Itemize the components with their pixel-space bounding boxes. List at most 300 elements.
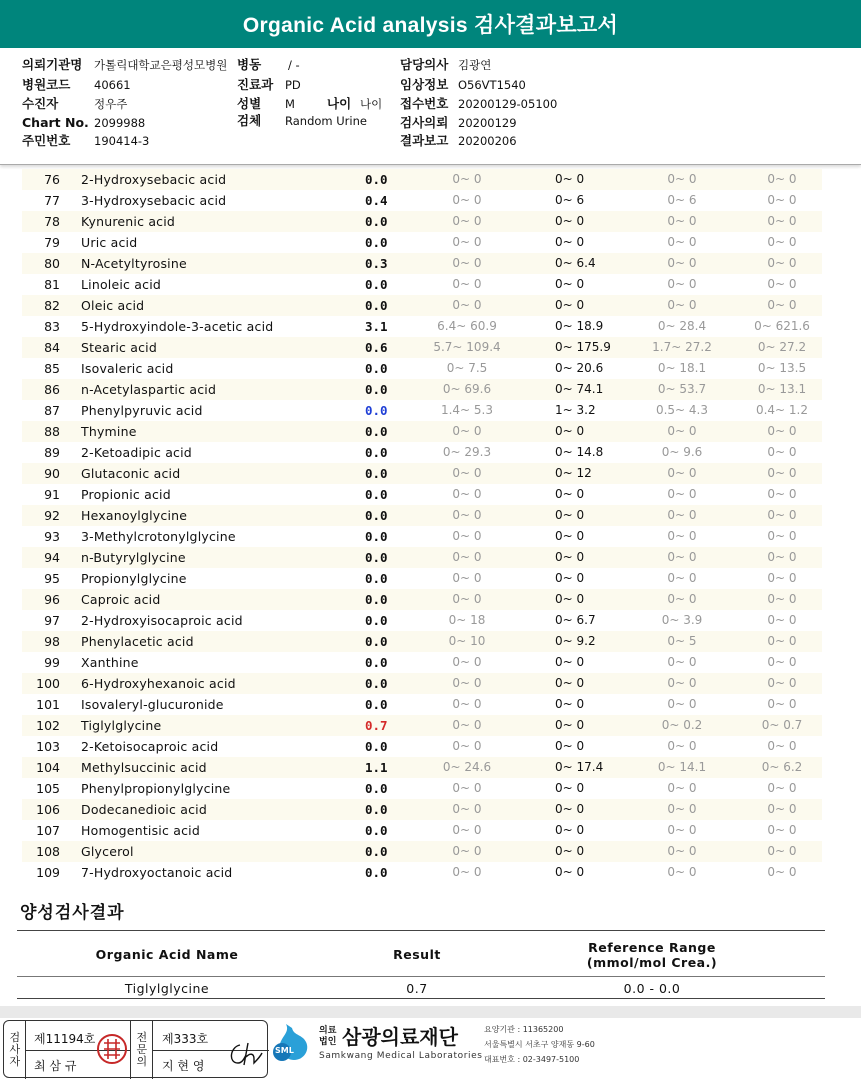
row-range-3: 0~ 0 <box>667 592 697 606</box>
row-analyte-name: Oleic acid <box>81 298 145 313</box>
table-row <box>22 526 822 547</box>
row-range-4: 0~ 13.1 <box>757 382 807 396</box>
dept-value: PD <box>285 78 301 92</box>
table-row <box>22 295 822 316</box>
physician-name: 지 현 영 <box>162 1059 205 1073</box>
row-analyte-name: Caproic acid <box>81 592 161 607</box>
row-number: 108 <box>36 844 60 859</box>
row-range-1: 0~ 69.6 <box>442 382 492 396</box>
row-number: 99 <box>44 655 60 670</box>
row-range-2: 0~ 175.9 <box>555 340 611 354</box>
clinical-value: O56VT1540 <box>458 78 526 92</box>
row-number: 76 <box>44 172 60 187</box>
row-analyte-name: 6-Hydroxyhexanoic acid <box>81 676 236 691</box>
row-result: 0.4 <box>365 193 388 208</box>
row-result: 0.0 <box>365 634 388 649</box>
row-range-1: 0~ 10 <box>448 634 486 648</box>
specimen-label: 검체 <box>237 113 262 128</box>
row-result: 0.3 <box>365 256 388 271</box>
row-result: 0.0 <box>365 844 388 859</box>
row-analyte-name: Xanthine <box>81 655 139 670</box>
positive-results-title: 양성검사결과 <box>20 903 125 923</box>
row-range-4: 0~ 0 <box>767 277 797 291</box>
row-number: 89 <box>44 445 60 460</box>
row-analyte-name: Glycerol <box>81 844 134 859</box>
row-result: 0.0 <box>365 235 388 250</box>
row-number: 87 <box>44 403 60 418</box>
row-analyte-name: 2-Hydroxyisocaproic acid <box>81 613 243 628</box>
row-range-1: 0~ 0 <box>452 508 482 522</box>
row-range-2: 0~ 0 <box>555 508 585 522</box>
row-number: 104 <box>36 760 60 775</box>
row-number: 103 <box>36 739 60 754</box>
row-range-4: 0~ 0 <box>767 508 797 522</box>
row-result: 0.0 <box>365 571 388 586</box>
result-table <box>22 169 822 883</box>
table-row <box>22 274 822 295</box>
row-result: 0.0 <box>365 361 388 376</box>
row-result: 0.7 <box>365 718 388 733</box>
row-result: 0.0 <box>365 424 388 439</box>
row-range-1: 0~ 0 <box>452 487 482 501</box>
row-result: 0.0 <box>365 172 388 187</box>
row-result: 1.1 <box>365 760 388 775</box>
row-range-2: 0~ 0 <box>555 802 585 816</box>
row-analyte-name: Stearic acid <box>81 340 157 355</box>
patient-info-panel <box>0 48 861 165</box>
table-row <box>22 253 822 274</box>
row-analyte-name: Uric acid <box>81 235 138 250</box>
row-range-2: 0~ 18.9 <box>555 319 604 333</box>
institution-label: 의뢰기관명 <box>22 57 83 72</box>
row-range-3: 0~ 9.6 <box>661 445 703 459</box>
row-range-2: 0~ 0 <box>555 655 585 669</box>
positive-table-header <box>17 931 825 977</box>
signature-scribble-icon <box>226 1039 264 1069</box>
row-number: 88 <box>44 424 60 439</box>
table-row <box>22 505 822 526</box>
row-range-2: 0~ 0 <box>555 487 585 501</box>
result-report-value: 20200206 <box>458 134 517 148</box>
row-number: 100 <box>36 676 60 691</box>
subject-label: 수진자 <box>22 96 59 111</box>
lab-name-ko: 삼광의료재단 <box>342 1025 458 1049</box>
sml-logo-icon <box>272 1022 312 1062</box>
row-range-2: 0~ 6.4 <box>555 256 596 270</box>
row-range-1: 0~ 0 <box>452 571 482 585</box>
row-range-2: 0~ 0 <box>555 172 585 186</box>
row-range-2: 0~ 0 <box>555 214 585 228</box>
row-range-4: 0~ 0 <box>767 445 797 459</box>
row-analyte-name: Isovaleric acid <box>81 361 174 376</box>
row-range-4: 0~ 0 <box>767 802 797 816</box>
table-row <box>22 547 822 568</box>
row-range-1: 0~ 0 <box>452 592 482 606</box>
row-range-1: 0~ 18 <box>448 613 486 627</box>
row-result: 0.0 <box>365 403 388 418</box>
row-range-3: 0.5~ 4.3 <box>655 403 709 417</box>
row-number: 109 <box>36 865 60 880</box>
row-range-2: 1~ 3.2 <box>555 403 596 417</box>
row-range-2: 0~ 6.7 <box>555 613 596 627</box>
table-row <box>22 736 822 757</box>
row-range-3: 0~ 0 <box>667 529 697 543</box>
row-number: 85 <box>44 361 60 376</box>
table-row <box>22 463 822 484</box>
row-analyte-name: 2-Ketoisocaproic acid <box>81 739 219 754</box>
ward-label: 병동 <box>237 57 262 72</box>
row-range-1: 0~ 29.3 <box>442 445 492 459</box>
row-range-2: 0~ 12 <box>555 466 592 480</box>
row-result: 0.0 <box>365 214 388 229</box>
row-number: 97 <box>44 613 60 628</box>
row-range-3: 0~ 3.9 <box>661 613 703 627</box>
row-result: 0.0 <box>365 613 388 628</box>
table-row <box>22 484 822 505</box>
row-result: 0.0 <box>365 823 388 838</box>
hospital-code-label: 병원코드 <box>22 77 71 92</box>
row-analyte-name: 2-Ketoadipic acid <box>81 445 192 460</box>
row-range-1: 0~ 0 <box>452 655 482 669</box>
row-range-4: 0~ 0 <box>767 676 797 690</box>
row-range-3: 0~ 0 <box>667 424 697 438</box>
signature-box <box>3 1020 268 1078</box>
row-analyte-name: Dodecanedioic acid <box>81 802 207 817</box>
row-range-4: 0.4~ 1.2 <box>755 403 809 417</box>
row-number: 86 <box>44 382 60 397</box>
receipt-label: 접수번호 <box>400 96 449 111</box>
row-range-4: 0~ 27.2 <box>757 340 807 354</box>
table-row <box>22 421 822 442</box>
table-row <box>22 337 822 358</box>
row-number: 79 <box>44 235 60 250</box>
table-row <box>22 232 822 253</box>
hospital-code-value: 40661 <box>94 78 131 92</box>
row-range-4: 0~ 0 <box>767 655 797 669</box>
positive-range: 0.0 - 0.0 <box>623 981 681 996</box>
row-result: 0.0 <box>365 655 388 670</box>
institution-value: 가톨릭대학교은평성모병원 <box>94 58 228 72</box>
col-organic-acid-name: Organic Acid Name <box>95 947 239 962</box>
row-range-2: 0~ 0 <box>555 844 585 858</box>
row-result: 0.0 <box>365 298 388 313</box>
row-number: 83 <box>44 319 60 334</box>
row-analyte-name: 2-Hydroxysebacic acid <box>81 172 227 187</box>
dept-label: 진료과 <box>237 77 274 92</box>
row-range-4: 0~ 621.6 <box>754 319 810 333</box>
row-analyte-name: 3-Hydroxysebacic acid <box>81 193 227 208</box>
physician-label-text: 전문의 <box>136 1031 148 1068</box>
row-range-1: 0~ 0 <box>452 298 482 312</box>
row-range-4: 0~ 0 <box>767 466 797 480</box>
row-range-2: 0~ 0 <box>555 424 585 438</box>
table-row <box>22 190 822 211</box>
row-range-1: 0~ 7.5 <box>446 361 488 375</box>
row-number: 107 <box>36 823 60 838</box>
physician-license-no: 제333호 <box>162 1032 209 1046</box>
seal-stamp-icon <box>96 1031 128 1067</box>
row-range-4: 0~ 0 <box>767 487 797 501</box>
row-range-2: 0~ 0 <box>555 676 585 690</box>
subject-value: 정우주 <box>94 97 128 111</box>
row-result: 0.6 <box>365 340 388 355</box>
row-range-3: 0~ 0 <box>667 256 697 270</box>
row-range-1: 0~ 0 <box>452 865 482 879</box>
row-range-2: 0~ 0 <box>555 235 585 249</box>
row-range-3: 0~ 5 <box>667 634 697 648</box>
table-row <box>22 841 822 862</box>
row-range-1: 0~ 0 <box>452 424 482 438</box>
row-range-2: 0~ 0 <box>555 298 585 312</box>
row-range-3: 0~ 0 <box>667 844 697 858</box>
row-range-2: 0~ 0 <box>555 781 585 795</box>
table-row <box>22 631 822 652</box>
row-number: 90 <box>44 466 60 481</box>
row-range-2: 0~ 0 <box>555 550 585 564</box>
row-range-4: 0~ 0 <box>767 424 797 438</box>
physician-signature <box>226 1039 264 1069</box>
row-range-1: 0~ 0 <box>452 550 482 564</box>
row-result: 3.1 <box>365 319 388 334</box>
row-range-2: 0~ 0 <box>555 697 585 711</box>
row-range-3: 0~ 0 <box>667 865 697 879</box>
row-number: 91 <box>44 487 60 502</box>
row-range-3: 0~ 53.7 <box>657 382 707 396</box>
result-report-label: 결과보고 <box>400 133 449 148</box>
row-result: 0.0 <box>365 676 388 691</box>
row-result: 0.0 <box>365 508 388 523</box>
row-analyte-name: Phenylacetic acid <box>81 634 194 649</box>
row-range-1: 0~ 0 <box>452 739 482 753</box>
row-range-2: 0~ 17.4 <box>555 760 604 774</box>
table-row <box>22 694 822 715</box>
row-number: 94 <box>44 550 60 565</box>
table-row <box>22 757 822 778</box>
row-result: 0.0 <box>365 865 388 880</box>
row-range-2: 0~ 0 <box>555 865 585 879</box>
row-range-4: 0~ 0 <box>767 592 797 606</box>
row-number: 92 <box>44 508 60 523</box>
row-range-4: 0~ 6.2 <box>761 760 803 774</box>
row-analyte-name: Linoleic acid <box>81 277 162 292</box>
row-range-3: 0~ 18.1 <box>657 361 707 375</box>
examiner-label-text: 검사자 <box>9 1031 21 1068</box>
examiner-license-no: 제11194호 <box>34 1032 96 1046</box>
table-row <box>22 652 822 673</box>
id-value: 190414-3 <box>94 134 150 148</box>
doctor-label: 담당의사 <box>400 57 449 72</box>
positive-name: Tiglylglycine <box>124 981 210 996</box>
age-value: 나이 <box>360 97 383 111</box>
seal-stamp <box>96 1031 128 1067</box>
chart-no-value: 2099988 <box>94 116 146 130</box>
row-result: 0.0 <box>365 466 388 481</box>
row-range-3: 0~ 0 <box>667 550 697 564</box>
positive-results-table <box>17 930 825 999</box>
row-analyte-name: N-Acetyltyrosine <box>81 256 187 271</box>
row-range-1: 0~ 0 <box>452 823 482 837</box>
lab-address: 서울특별시 서초구 양재동 9-60 <box>484 1040 595 1049</box>
row-range-1: 0~ 0 <box>452 781 482 795</box>
table-row <box>22 778 822 799</box>
row-range-4: 0~ 0 <box>767 550 797 564</box>
row-range-2: 0~ 0 <box>555 277 585 291</box>
positive-result: 0.7 <box>406 981 428 996</box>
row-range-3: 0~ 0 <box>667 508 697 522</box>
row-analyte-name: Glutaconic acid <box>81 466 181 481</box>
lab-agency-no: 요양기관 : 11365200 <box>484 1025 564 1034</box>
row-range-1: 5.7~ 109.4 <box>433 340 501 354</box>
lab-name-en: Samkwang Medical Laboratories <box>319 1051 483 1061</box>
row-result: 0.0 <box>365 802 388 817</box>
row-range-3: 0~ 6 <box>667 193 697 207</box>
col-reference-range: Reference Range <box>588 940 716 955</box>
row-analyte-name: 7-Hydroxyoctanoic acid <box>81 865 233 880</box>
row-range-1: 0~ 0 <box>452 802 482 816</box>
row-analyte-name: Phenylpyruvic acid <box>81 403 203 418</box>
row-range-2: 0~ 20.6 <box>555 361 604 375</box>
row-range-1: 0~ 0 <box>452 277 482 291</box>
table-row <box>22 211 822 232</box>
row-range-4: 0~ 0.7 <box>761 718 803 732</box>
row-result: 0.0 <box>365 529 388 544</box>
row-range-3: 0~ 0 <box>667 802 697 816</box>
row-number: 93 <box>44 529 60 544</box>
table-row <box>22 673 822 694</box>
row-number: 106 <box>36 802 60 817</box>
row-range-3: 0~ 0.2 <box>661 718 703 732</box>
row-range-2: 0~ 6 <box>555 193 585 207</box>
table-row <box>22 715 822 736</box>
row-range-3: 0~ 0 <box>667 781 697 795</box>
row-range-3: 0~ 0 <box>667 466 697 480</box>
row-result: 0.0 <box>365 697 388 712</box>
row-range-4: 0~ 0 <box>767 214 797 228</box>
row-analyte-name: Tiglylglycine <box>81 718 162 733</box>
row-result: 0.0 <box>365 550 388 565</box>
row-range-4: 0~ 0 <box>767 781 797 795</box>
chart-no-label: Chart No. <box>22 115 89 130</box>
row-number: 77 <box>44 193 60 208</box>
row-analyte-name: 3-Methylcrotonylglycine <box>81 529 236 544</box>
row-range-1: 0~ 0 <box>452 235 482 249</box>
row-range-2: 0~ 0 <box>555 739 585 753</box>
row-analyte-name: Isovaleryl-glucuronide <box>81 697 224 712</box>
row-range-1: 6.4~ 60.9 <box>437 319 497 333</box>
table-row <box>22 862 822 883</box>
row-range-4: 0~ 0 <box>767 739 797 753</box>
positive-table-row <box>17 978 825 1000</box>
lab-prefix-1: 의료 <box>319 1026 337 1036</box>
row-range-2: 0~ 74.1 <box>555 382 604 396</box>
table-row <box>22 799 822 820</box>
row-number: 98 <box>44 634 60 649</box>
row-number: 96 <box>44 592 60 607</box>
row-range-3: 1.7~ 27.2 <box>652 340 712 354</box>
request-value: 20200129 <box>458 116 517 130</box>
row-range-1: 0~ 0 <box>452 193 482 207</box>
row-range-3: 0~ 0 <box>667 277 697 291</box>
row-result: 0.0 <box>365 592 388 607</box>
row-analyte-name: Phenylpropionylglycine <box>81 781 231 796</box>
table-row <box>22 316 822 337</box>
row-range-3: 0~ 0 <box>667 298 697 312</box>
row-number: 105 <box>36 781 60 796</box>
row-range-4: 0~ 0 <box>767 613 797 627</box>
row-range-3: 0~ 0 <box>667 655 697 669</box>
row-range-1: 0~ 0 <box>452 214 482 228</box>
row-range-3: 0~ 0 <box>667 697 697 711</box>
row-analyte-name: Methylsuccinic acid <box>81 760 207 775</box>
row-analyte-name: Homogentisic acid <box>81 823 200 838</box>
row-range-3: 0~ 0 <box>667 739 697 753</box>
row-number: 82 <box>44 298 60 313</box>
sex-label: 성별 <box>237 96 262 111</box>
row-result: 0.0 <box>365 382 388 397</box>
row-number: 95 <box>44 571 60 586</box>
row-result: 0.0 <box>365 781 388 796</box>
row-result: 0.0 <box>365 445 388 460</box>
row-number: 102 <box>36 718 60 733</box>
lab-logo <box>272 1020 595 1078</box>
row-range-4: 0~ 0 <box>767 844 797 858</box>
id-label: 주민번호 <box>22 133 71 148</box>
row-range-3: 0~ 0 <box>667 235 697 249</box>
row-range-2: 0~ 0 <box>555 592 585 606</box>
row-analyte-name: Propionic acid <box>81 487 171 502</box>
lab-phone: 대표번호 : 02-3497-5100 <box>484 1055 580 1064</box>
row-range-2: 0~ 0 <box>555 718 585 732</box>
row-range-2: 0~ 14.8 <box>555 445 604 459</box>
table-row <box>22 610 822 631</box>
table-row <box>22 400 822 421</box>
lab-prefix-2: 법인 <box>319 1037 337 1047</box>
row-range-1: 1.4~ 5.3 <box>440 403 494 417</box>
row-result: 0.0 <box>365 739 388 754</box>
examiner-label <box>4 1021 26 1079</box>
row-range-3: 0~ 0 <box>667 676 697 690</box>
ward-value: / - <box>288 58 300 72</box>
col-reference-unit: (mmol/mol Crea.) <box>586 955 718 970</box>
row-range-1: 0~ 0 <box>452 676 482 690</box>
row-range-2: 0~ 0 <box>555 529 585 543</box>
physician-label <box>131 1021 153 1079</box>
col-result: Result <box>393 947 441 962</box>
row-analyte-name: n-Butyrylglycine <box>81 550 186 565</box>
row-range-2: 0~ 0 <box>555 571 585 585</box>
table-row <box>22 568 822 589</box>
row-range-4: 0~ 0 <box>767 571 797 585</box>
row-result: 0.0 <box>365 487 388 502</box>
row-range-4: 0~ 0 <box>767 634 797 648</box>
row-result: 0.0 <box>365 277 388 292</box>
table-row <box>22 169 822 190</box>
row-range-3: 0~ 0 <box>667 172 697 186</box>
row-range-4: 0~ 0 <box>767 865 797 879</box>
row-range-3: 0~ 28.4 <box>657 319 707 333</box>
row-range-1: 0~ 0 <box>452 529 482 543</box>
receipt-value: 20200129-05100 <box>458 97 558 111</box>
row-analyte-name: 5-Hydroxyindole-3-acetic acid <box>81 319 274 334</box>
row-range-3: 0~ 0 <box>667 571 697 585</box>
row-range-2: 0~ 9.2 <box>555 634 596 648</box>
row-analyte-name: n-Acetylaspartic acid <box>81 382 217 397</box>
row-range-4: 0~ 0 <box>767 298 797 312</box>
footer-divider <box>0 1006 861 1018</box>
row-analyte-name: Thymine <box>81 424 137 439</box>
row-range-3: 0~ 0 <box>667 214 697 228</box>
table-row <box>22 820 822 841</box>
